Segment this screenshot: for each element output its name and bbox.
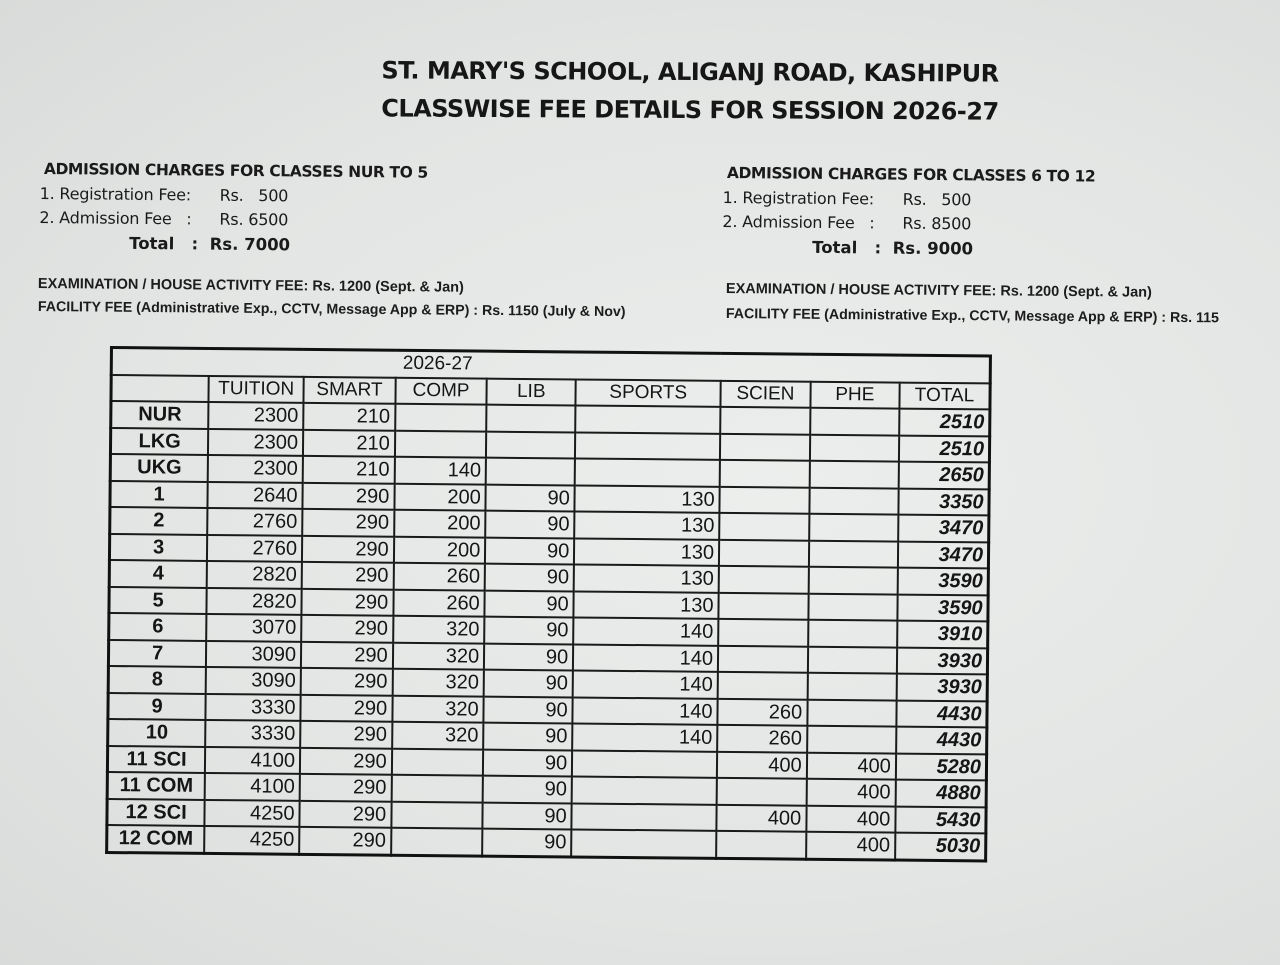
tuition-cell: 4100 (205, 746, 300, 773)
lib-cell: 90 (483, 802, 572, 829)
scien-cell: 400 (717, 751, 807, 778)
class-name-cell: 1 (110, 481, 208, 508)
class-name-cell: 9 (108, 692, 206, 719)
scien-cell: 400 (716, 804, 806, 831)
total-value: Rs. 7000 (209, 234, 291, 255)
document-title: CLASSWISE FEE DETAILS FOR SESSION 2026-27 (381, 94, 999, 126)
tuition-cell: 2300 (208, 455, 303, 482)
class-name-cell: 12 COM (107, 825, 205, 853)
phe-cell: 400 (807, 752, 896, 779)
tuition-cell: 3330 (205, 720, 300, 747)
smart-cell: 210 (303, 429, 395, 456)
comp-cell: 260 (393, 589, 485, 616)
total-cell: 3590 (897, 568, 988, 595)
lib-cell: 90 (483, 749, 572, 776)
class-name-cell: NUR (111, 401, 209, 428)
sports-cell (572, 750, 717, 778)
column-header-lib: LIB (487, 378, 576, 405)
comp-cell: 320 (392, 695, 484, 722)
lib-cell (486, 405, 575, 432)
sports-cell: 130 (574, 511, 719, 539)
admission-fee-label: 2. Admission Fee : (722, 211, 875, 233)
lib-cell: 90 (483, 723, 572, 750)
school-name: ST. MARY'S SCHOOL, ALIGANJ ROAD, KASHIPUR (381, 56, 999, 88)
tuition-cell: 4250 (205, 799, 300, 826)
sports-cell (575, 458, 720, 486)
lib-cell: 90 (485, 590, 574, 617)
comp-cell: 140 (394, 457, 486, 484)
registration-fee-row (723, 188, 1096, 211)
lib-cell (486, 458, 575, 485)
fee-table-body (107, 401, 990, 860)
comp-cell (395, 404, 487, 431)
phe-cell: 400 (806, 779, 895, 806)
admission-fee-value: Rs. 6500 (219, 209, 289, 230)
admission-fee-row (722, 212, 1095, 235)
total-cell: 4430 (896, 727, 987, 754)
lib-cell: 90 (485, 511, 574, 538)
sports-cell (572, 776, 717, 804)
phe-cell (808, 567, 897, 594)
tuition-cell: 2760 (207, 508, 302, 535)
phe-cell (809, 514, 898, 541)
phe-cell (809, 540, 898, 567)
tuition-cell: 2820 (207, 587, 302, 614)
admission-charges-nur-to-5 (39, 160, 428, 256)
scien-cell (718, 645, 808, 672)
sports-cell: 130 (574, 564, 719, 592)
comp-cell: 200 (394, 510, 486, 537)
smart-cell: 290 (299, 800, 391, 827)
lib-cell: 90 (484, 670, 573, 697)
total-cell: 5030 (895, 833, 986, 861)
column-header-scien: SCIEN (721, 380, 811, 407)
sports-cell: 130 (575, 485, 720, 513)
total-label: Total : (129, 233, 199, 254)
total-cell: 2510 (899, 409, 990, 436)
admission-fee-row (39, 208, 427, 231)
phe-cell (807, 673, 896, 700)
smart-cell: 290 (299, 827, 391, 855)
comp-cell (391, 828, 483, 856)
sports-cell: 130 (574, 591, 719, 619)
phe-cell (808, 593, 897, 620)
tuition-cell: 3090 (206, 640, 301, 667)
total-cell: 3910 (897, 621, 988, 648)
smart-cell: 290 (300, 721, 392, 748)
lib-cell: 90 (484, 617, 573, 644)
facility-fee-left: FACILITY FEE (Administrative Exp., CCTV, Message App & ERP) : Rs. 1150 (July & Nov) (37, 299, 626, 321)
comp-cell: 320 (392, 722, 484, 749)
comp-cell: 320 (393, 616, 485, 643)
class-name-cell: 12 SCI (107, 798, 205, 825)
sports-cell (572, 803, 717, 831)
smart-cell: 290 (301, 615, 393, 642)
admission-total (129, 234, 427, 256)
comp-cell (391, 801, 483, 828)
tuition-cell: 2640 (208, 481, 303, 508)
smart-cell: 290 (302, 509, 394, 536)
comp-cell: 200 (394, 483, 486, 510)
lib-cell: 90 (485, 537, 574, 564)
scien-cell (720, 486, 810, 513)
scien-cell (716, 831, 806, 859)
column-header-smart: SMART (303, 376, 395, 403)
class-name-cell: 11 COM (107, 772, 205, 799)
class-name-cell: 10 (108, 719, 206, 746)
total-label: Total : (812, 237, 882, 258)
total-cell: 3350 (898, 488, 989, 515)
sports-cell: 140 (573, 644, 718, 672)
smart-cell: 290 (301, 641, 393, 668)
lib-cell: 90 (485, 564, 574, 591)
comp-cell: 260 (393, 563, 485, 590)
registration-fee-label: 1. Registration Fee: (39, 183, 192, 205)
class-name-cell: 4 (109, 560, 207, 587)
sports-cell: 140 (573, 670, 718, 698)
facility-fee-right: FACILITY FEE (Administrative Exp., CCTV, Message App & ERP) : Rs. 115 (725, 306, 1219, 327)
total-cell: 4880 (895, 780, 986, 807)
sports-cell: 140 (572, 723, 717, 751)
smart-cell: 290 (302, 535, 394, 562)
comp-cell: 320 (392, 669, 484, 696)
tuition-cell: 4100 (205, 773, 300, 800)
total-cell: 3590 (897, 594, 988, 621)
tuition-cell: 3090 (206, 667, 301, 694)
lib-cell: 90 (484, 696, 573, 723)
scien-cell (720, 407, 810, 434)
scien-cell: 260 (717, 698, 807, 725)
class-name-cell: LKG (110, 428, 208, 455)
lib-cell (486, 431, 575, 458)
column-header-total: TOTAL (899, 382, 990, 409)
sports-cell (575, 405, 720, 433)
phe-cell: 400 (806, 832, 895, 860)
phe-cell (809, 461, 898, 488)
column-header-class (111, 375, 209, 402)
class-name-cell: UKG (110, 454, 208, 481)
comp-cell (391, 775, 483, 802)
total-cell: 3470 (898, 541, 989, 568)
scien-cell (718, 619, 808, 646)
comp-cell: 200 (394, 536, 486, 563)
fee-table (105, 346, 992, 862)
sports-cell (575, 432, 720, 460)
class-name-cell: 2 (110, 507, 208, 534)
exam-fee-right: EXAMINATION / HOUSE ACTIVITY FEE: Rs. 1200 (Sept. & Jan) (725, 281, 1152, 301)
smart-cell: 210 (303, 403, 395, 430)
total-cell: 4430 (896, 700, 987, 727)
class-name-cell: 6 (109, 613, 207, 640)
comp-cell: 320 (393, 642, 485, 669)
column-header-tuition: TUITION (209, 375, 304, 402)
smart-cell: 290 (302, 562, 394, 589)
tuition-cell: 3330 (206, 693, 301, 720)
total-cell: 5430 (895, 806, 986, 833)
smart-cell: 290 (300, 747, 392, 774)
smart-cell: 210 (303, 456, 395, 483)
comp-cell (395, 430, 487, 457)
admission-heading: ADMISSION CHARGES FOR CLASSES 6 TO 12 (726, 164, 1096, 186)
tuition-cell: 2300 (208, 428, 303, 455)
registration-fee-value: Rs. 500 (219, 185, 289, 206)
total-cell: 2650 (899, 462, 990, 489)
phe-cell (807, 699, 896, 726)
registration-fee-value: Rs. 500 (902, 189, 972, 210)
phe-cell (810, 434, 899, 461)
registration-fee-label: 1. Registration Fee: (722, 187, 875, 209)
scien-cell (719, 513, 809, 540)
tuition-cell: 3070 (206, 614, 301, 641)
class-name-cell: 5 (109, 587, 207, 614)
scien-cell (718, 592, 808, 619)
scien-cell (720, 433, 810, 460)
admission-heading: ADMISSION CHARGES FOR CLASSES NUR TO 5 (43, 160, 428, 182)
column-header-sports: SPORTS (576, 379, 721, 407)
lib-cell: 90 (482, 829, 571, 857)
phe-cell (810, 408, 899, 435)
sports-cell: 130 (574, 538, 719, 566)
tuition-cell: 2760 (207, 534, 302, 561)
total-cell: 3930 (897, 647, 988, 674)
smart-cell: 290 (300, 774, 392, 801)
phe-cell (809, 487, 898, 514)
sports-cell: 140 (573, 697, 718, 725)
class-name-cell: 3 (109, 534, 207, 561)
admission-fee-label: 2. Admission Fee : (39, 207, 192, 229)
sports-cell (571, 829, 716, 857)
total-value: Rs. 9000 (892, 238, 974, 259)
scien-cell: 260 (717, 725, 807, 752)
lib-cell: 90 (484, 643, 573, 670)
lib-cell: 90 (483, 776, 572, 803)
phe-cell (808, 620, 897, 647)
total-cell: 3930 (896, 674, 987, 701)
scien-cell (719, 539, 809, 566)
admission-charges-6-to-12 (722, 164, 1096, 260)
smart-cell: 290 (300, 694, 392, 721)
class-name-cell: 11 SCI (107, 745, 205, 772)
tuition-cell: 2820 (207, 561, 302, 588)
lib-cell: 90 (486, 484, 575, 511)
tuition-cell: 2300 (208, 402, 303, 429)
phe-cell (807, 726, 896, 753)
scien-cell (718, 672, 808, 699)
scien-cell (719, 566, 809, 593)
registration-fee-row (40, 184, 428, 207)
column-header-comp: COMP (395, 377, 487, 404)
sports-cell: 140 (573, 617, 718, 645)
session-label: 2026-27 (111, 348, 990, 383)
total-cell: 3470 (898, 515, 989, 542)
exam-fee-left: EXAMINATION / HOUSE ACTIVITY FEE: Rs. 1200 (Sept. & Jan) (37, 276, 464, 296)
phe-cell: 400 (806, 805, 895, 832)
class-name-cell: 7 (108, 640, 206, 667)
total-cell: 5280 (896, 753, 987, 780)
admission-fee-value: Rs. 8500 (902, 213, 972, 234)
tuition-cell: 4250 (204, 826, 299, 854)
phe-cell (808, 646, 897, 673)
smart-cell: 290 (301, 588, 393, 615)
column-header-phe: PHE (810, 381, 899, 408)
smart-cell: 290 (302, 482, 394, 509)
admission-total (812, 238, 1095, 260)
scien-cell (720, 460, 810, 487)
comp-cell (392, 748, 484, 775)
scien-cell (717, 778, 807, 805)
class-name-cell: 8 (108, 666, 206, 693)
total-cell: 2510 (899, 435, 990, 462)
smart-cell: 290 (301, 668, 393, 695)
